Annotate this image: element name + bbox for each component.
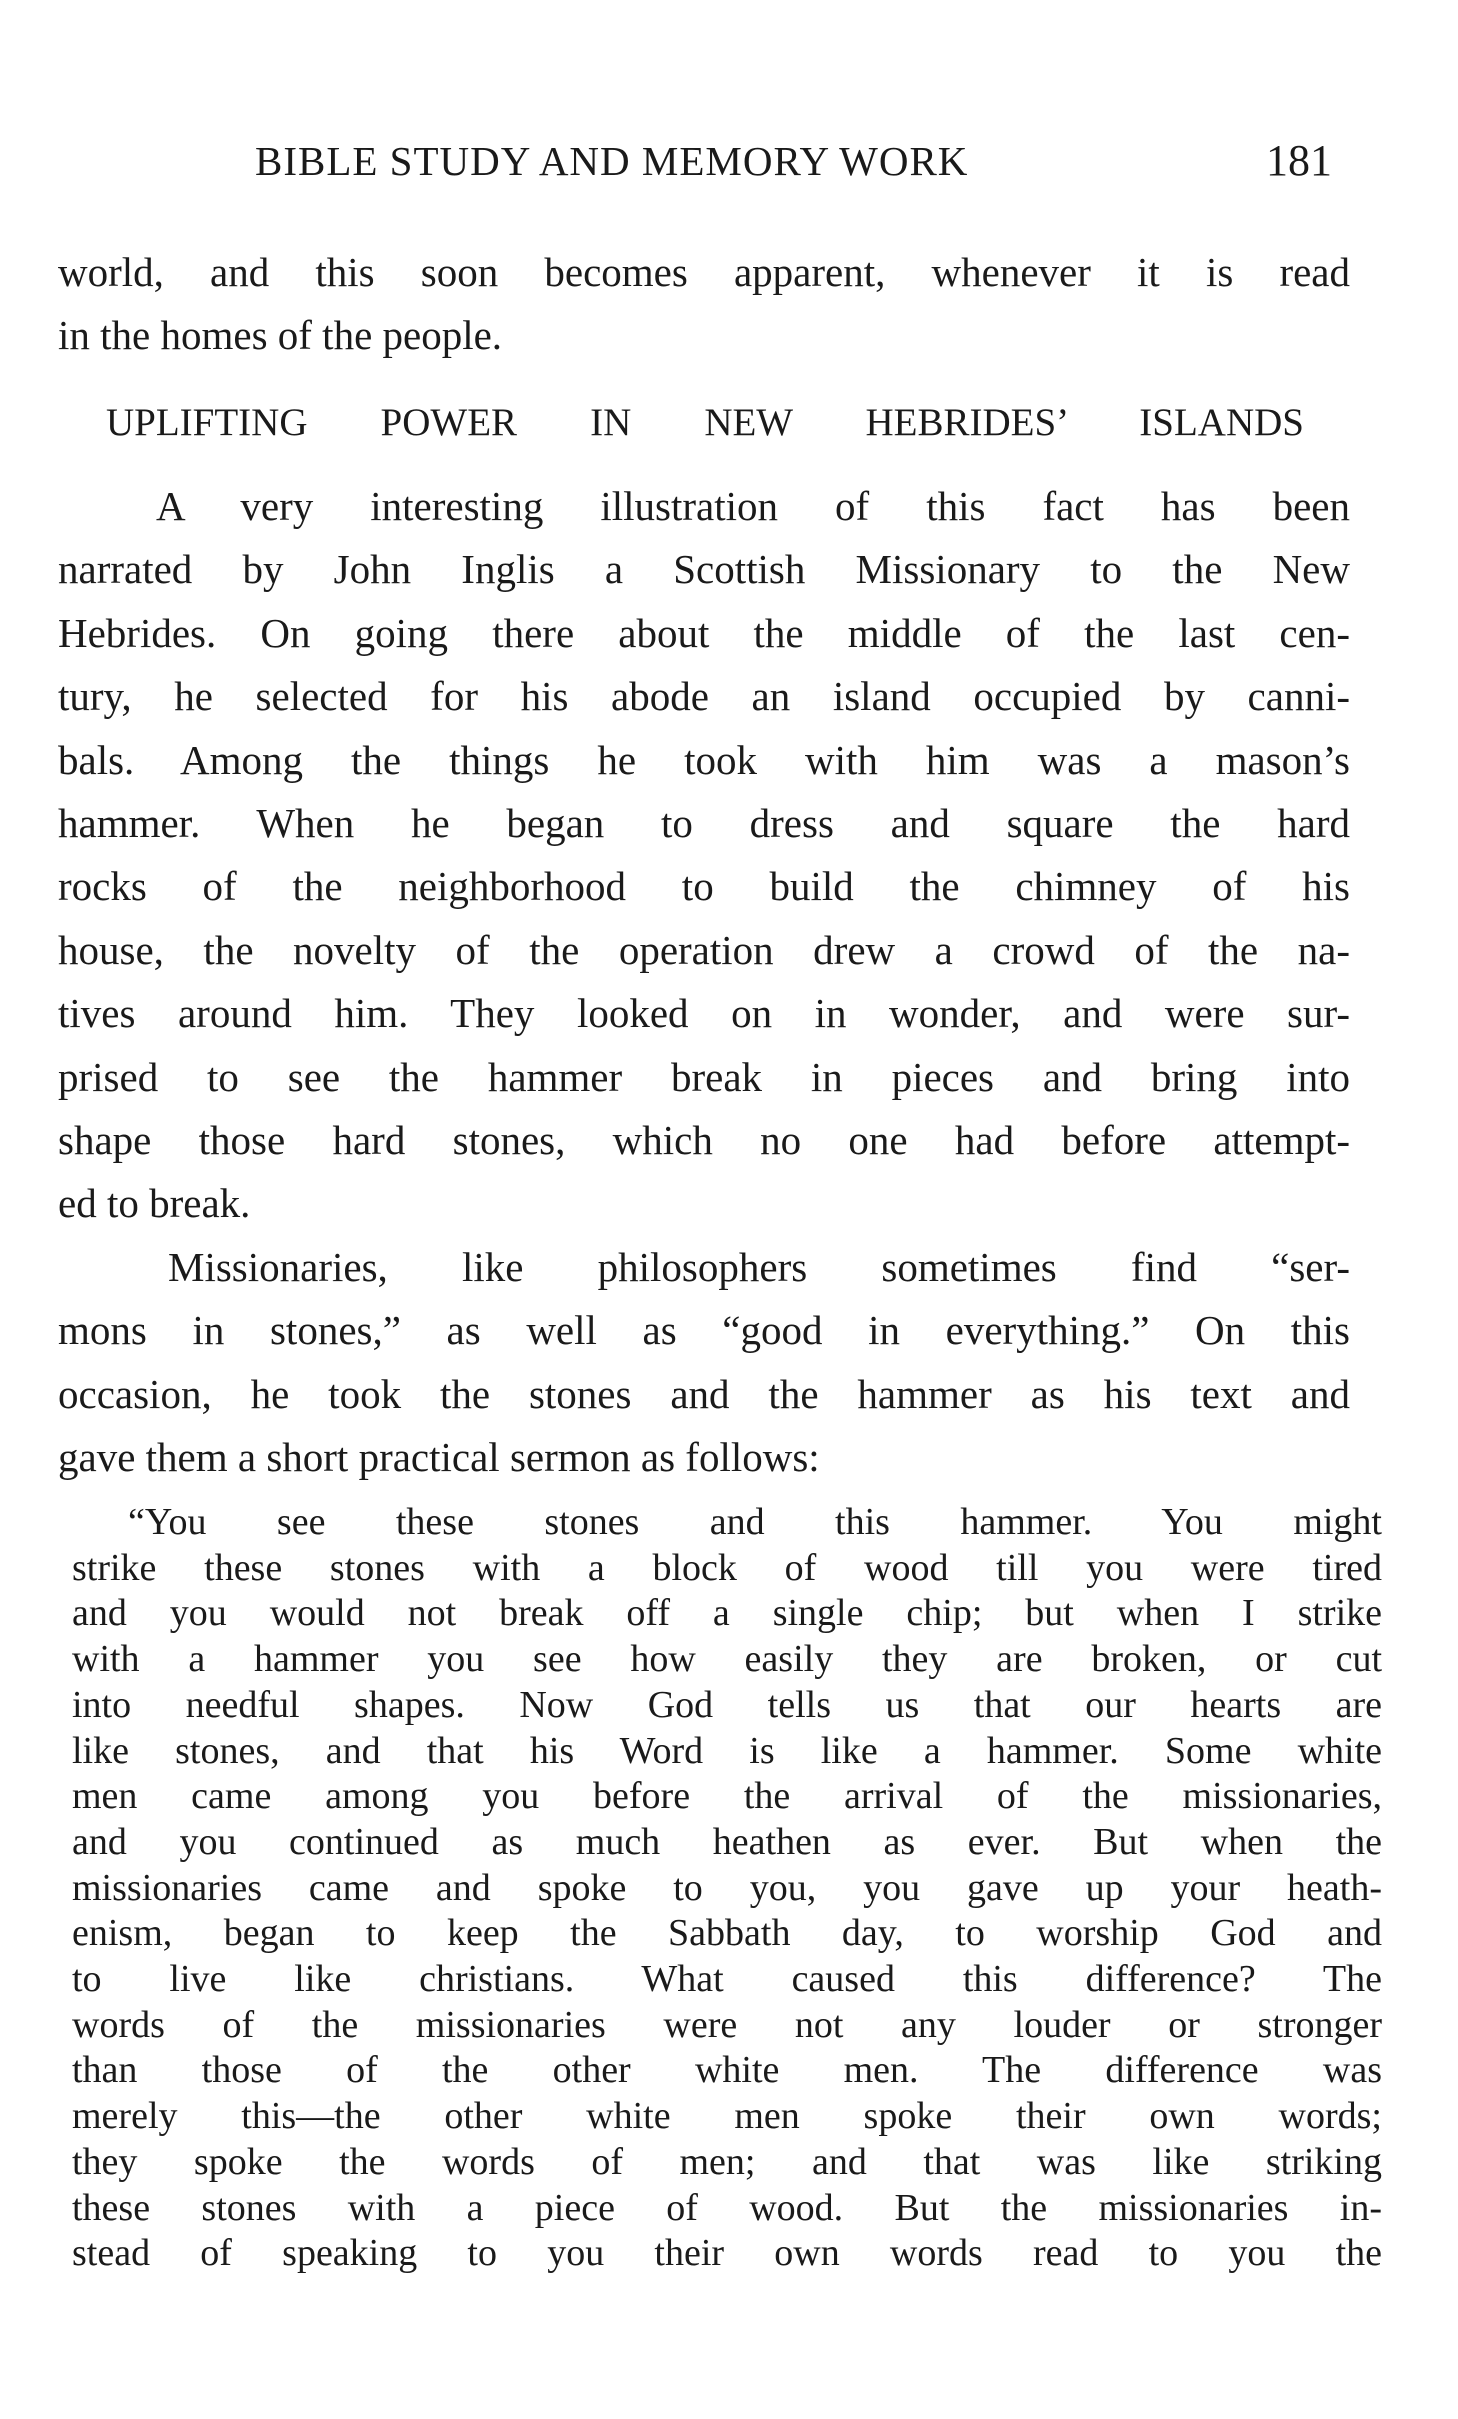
text-line: and you continued as much heathen as ever. But when the [72, 1820, 1382, 1863]
text-line: to live like christians. What caused this difference? The [72, 1958, 1382, 2000]
text-line: gave them a short practical sermon as follows: [58, 1433, 820, 1480]
text-line: A very interesting illustration of this fact has been [156, 483, 1350, 529]
text-line: with a hammer you see how easily they are broken, or cut [72, 1638, 1382, 1681]
text-line: mons in stones,” as well as “good in everything.” On this [58, 1307, 1350, 1354]
page-number: 181 [1266, 136, 1332, 185]
text-line: words of the missionaries were not any louder or stronger [72, 2003, 1382, 2046]
text-line: shape those hard stones, which no one had before attempt- [58, 1117, 1350, 1163]
text-line: in the homes of the people. [58, 312, 503, 358]
text-line: ed to break. [58, 1180, 251, 1227]
text-line: than those of the other white men. The difference was [72, 2049, 1382, 2092]
text-line: tury, he selected for his abode an island occupied by canni- [58, 673, 1350, 720]
text-line: tives around him. They looked on in wonder, and were sur- [58, 990, 1350, 1037]
text-line: missionaries came and spoke to you, you gave up your heath- [72, 1866, 1382, 1909]
text-line: house, the novelty of the operation drew a crowd of the na- [58, 926, 1350, 973]
text-line: bals. Among the things he took with him was a mason’s [58, 736, 1350, 783]
section-heading: UPLIFTING POWER IN NEW HEBRIDES’ ISLANDS [106, 401, 1304, 444]
text-line: stead of speaking to you their own words read to you the [72, 2232, 1382, 2275]
text-line: these stones with a piece of wood. But the missionaries in- [72, 2186, 1382, 2229]
text-line: they spoke the words of men; and that was like striking [72, 2140, 1382, 2183]
text-line: and you would not break off a single chip; but when I strike [72, 1592, 1382, 1635]
running-head: BIBLE STUDY AND MEMORY WORK [255, 138, 969, 184]
text-line: narrated by John Inglis a Scottish Missionary to the New [58, 546, 1350, 593]
text-line: into needful shapes. Now God tells us that our hearts are [72, 1683, 1382, 1726]
text-line: merely this—the other white men spoke their own words; [72, 2095, 1382, 2138]
text-line: strike these stones with a block of wood till you were tired [72, 1546, 1382, 1589]
text-line: “You see these stones and this hammer. You might [128, 1501, 1382, 1543]
text-line: occasion, he took the stones and the hammer as his text and [58, 1370, 1350, 1417]
text-line: prised to see the hammer break in pieces and bring into [58, 1053, 1350, 1100]
text-line: enism, began to keep the Sabbath day, to worship God and [72, 1912, 1382, 1955]
text-line: hammer. When he began to dress and square the hard [58, 800, 1350, 846]
text-line: Missionaries, like philosophers sometimes find “ser- [168, 1244, 1350, 1290]
text-line: rocks of the neighborhood to build the chimney of his [58, 863, 1350, 910]
text-line: world, and this soon becomes apparent, whenever it is read [58, 249, 1350, 295]
text-line: like stones, and that his Word is like a hammer. Some white [72, 1729, 1382, 1772]
text-line: Hebrides. On going there about the middle of the last cen- [58, 609, 1350, 656]
text-line: men came among you before the arrival of the missionaries, [72, 1775, 1382, 1818]
